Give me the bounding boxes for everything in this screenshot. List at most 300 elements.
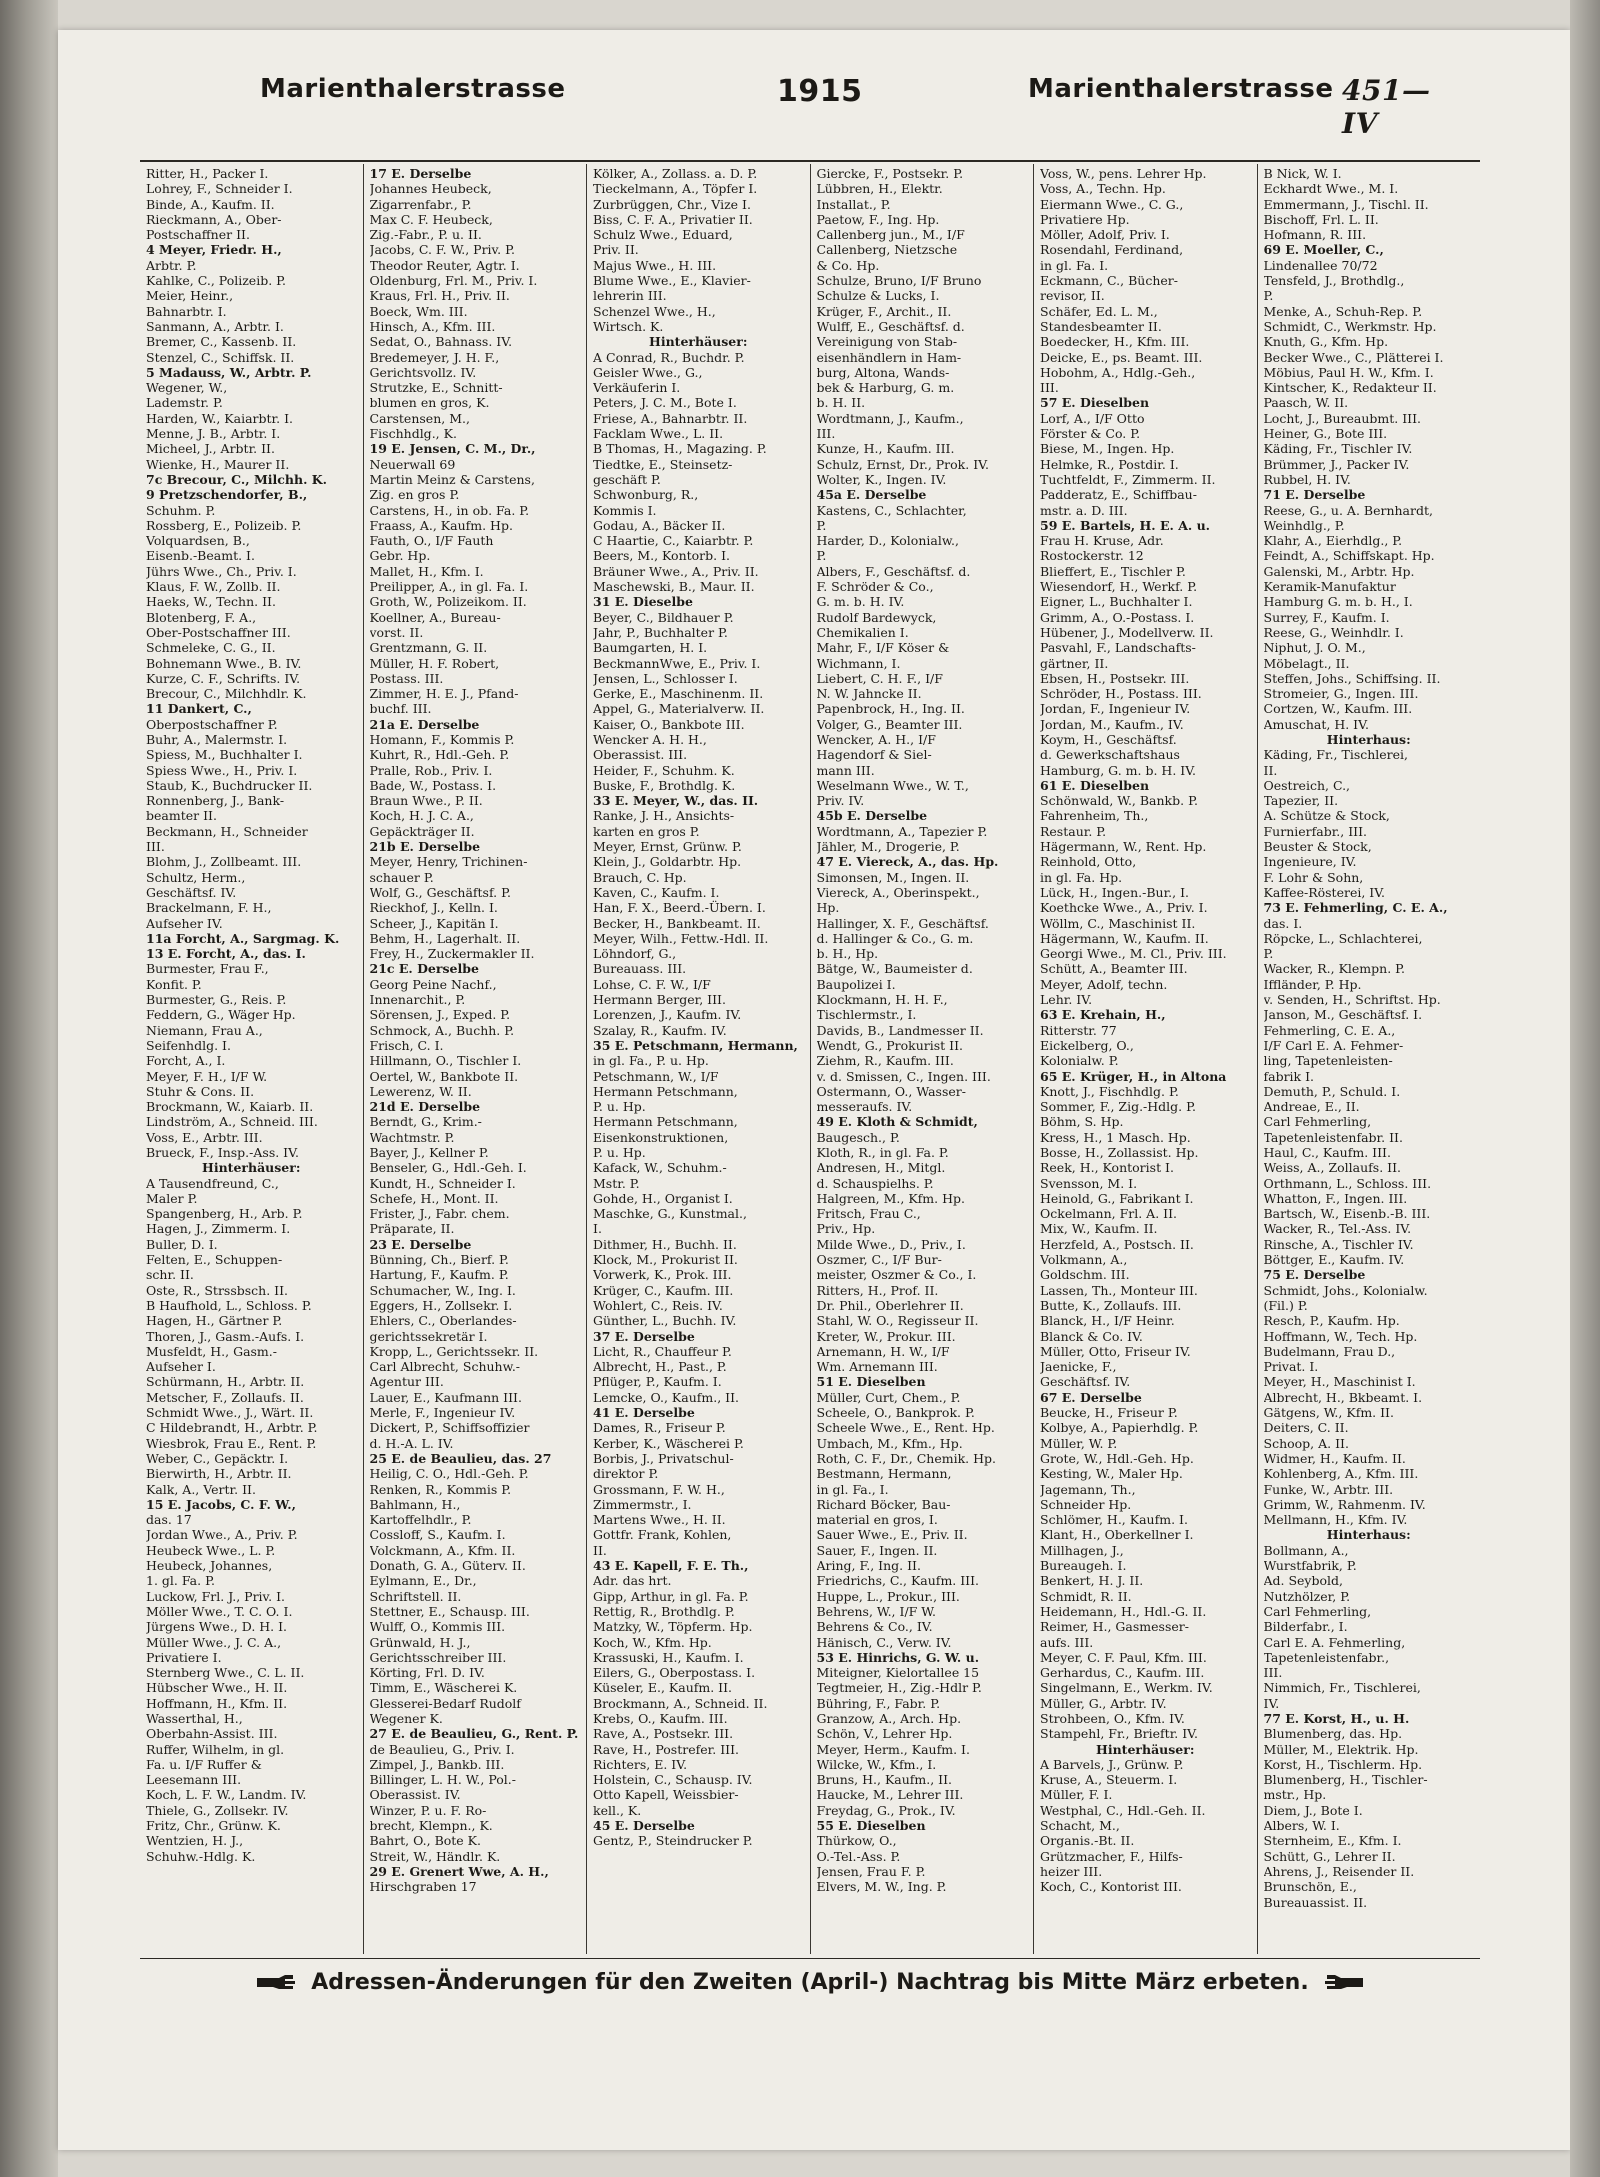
- directory-entry-line: Pralle, Rob., Priv. I.: [369, 762, 493, 778]
- directory-entry-line: 31 E. Dieselbe: [593, 594, 693, 610]
- directory-entry-line: Behm, H., Lagerhalt. II.: [369, 930, 521, 946]
- directory-entry-line: Stuhr & Cons. II.: [146, 1083, 255, 1099]
- directory-entry-line: Behrens, W., I/F W.: [816, 1603, 936, 1619]
- directory-entry-line: Postschaffner II.: [146, 227, 250, 243]
- directory-entry-line: Jensen, Frau F. P.: [816, 1863, 926, 1879]
- directory-entry-line: Hillmann, O., Tischler I.: [369, 1053, 522, 1069]
- directory-entry-line: IV.: [1263, 1695, 1280, 1711]
- directory-entry-line: Tapetenleistenfabr. II.: [1263, 1129, 1403, 1145]
- directory-entry-line: Carl Fehmerling,: [1263, 1114, 1372, 1130]
- directory-entry-line: Arnemann, H. W., I/F: [816, 1343, 950, 1359]
- directory-entry-line: Eggers, H., Zollsekr. I.: [369, 1297, 513, 1313]
- directory-entry-line: N. W. Jahncke II.: [816, 686, 922, 702]
- directory-entry-line: Liebert, C. H. F., I/F: [816, 670, 943, 686]
- directory-entry-line: Zimpel, J., Bankb. III.: [369, 1756, 505, 1772]
- directory-entry-line: Lewerenz, W. II.: [369, 1083, 472, 1099]
- directory-entry-line: Umbach, M., Kfm., Hp.: [816, 1435, 963, 1451]
- directory-entry-line: Frister, J., Fabr. chem.: [369, 1206, 510, 1222]
- directory-entry-line: Harder, D., Kolonialw.,: [816, 533, 959, 549]
- directory-entry-line: Volckmann, A., Kfm. II.: [369, 1542, 516, 1558]
- directory-entry-line: Spiess, M., Buchhalter I.: [146, 747, 303, 763]
- directory-entry-line: Grimm, A., O.-Postass. I.: [1040, 609, 1195, 625]
- directory-entry-line: I.: [593, 1221, 602, 1237]
- directory-entry-line: Beuster & Stock,: [1263, 839, 1372, 855]
- directory-entry-line: B Nick, W. I.: [1263, 166, 1342, 181]
- directory-entry-line: Sedat, O., Bahnass. IV.: [369, 334, 513, 350]
- directory-entry-line: Hermann Petschmann,: [593, 1083, 738, 1099]
- directory-entry-line: Ritterstr. 77: [1040, 1022, 1117, 1038]
- directory-entry-line: Eisenb.-Beamt. I.: [146, 548, 255, 564]
- directory-entry-line: 71 E. Derselbe: [1263, 487, 1366, 503]
- directory-entry-line: Padderatz, E., Schiffbau-: [1040, 487, 1197, 503]
- directory-entry-line: Kurze, C. F., Schrifts. IV.: [146, 670, 301, 686]
- directory-entry-line: Holstein, C., Schausp. IV.: [593, 1772, 753, 1788]
- directory-entry-line: 23 E. Derselbe: [369, 1236, 472, 1252]
- directory-entry-line: Thiele, G., Zollsekr. IV.: [146, 1802, 289, 1818]
- directory-entry-line: Rieckmann, A., Ober-: [146, 211, 282, 227]
- directory-entry-line: Schuhm. P.: [146, 502, 216, 518]
- directory-entry-line: Hagendorf & Siel-: [816, 747, 932, 763]
- directory-entry-line: Fischhdlg., K.: [369, 426, 457, 442]
- directory-entry-line: gärtner, II.: [1040, 655, 1109, 671]
- directory-entry-line: Jürgens Wwe., D. H. I.: [146, 1619, 288, 1635]
- directory-entry-line: Beucke, H., Friseur P.: [1040, 1405, 1178, 1421]
- directory-entry-line: Lorf, A., I/F Otto: [1040, 410, 1145, 426]
- directory-entry-line: gerichtssekretär I.: [369, 1328, 488, 1344]
- directory-entry-line: mstr., Hp.: [1263, 1787, 1327, 1803]
- column-2: [363, 164, 587, 1954]
- directory-entry-line: Haul, C., Kaufm. III.: [1263, 1145, 1391, 1160]
- directory-entry-line: Schmidt, Johs., Kolonialw.: [1263, 1282, 1428, 1298]
- directory-entry-line: Thürkow, O.,: [816, 1833, 897, 1849]
- directory-entry-line: Deiters, C. II.: [1263, 1420, 1349, 1436]
- directory-entry-line: 45 E. Derselbe: [593, 1818, 695, 1834]
- directory-entry-line: Wordtmann, A., Tapezier P.: [816, 823, 988, 839]
- directory-entry-line: Meyer, Wilh., Fettw.-Hdl. II.: [593, 930, 769, 946]
- directory-entry-line: Peters, J. C. M., Bote I.: [593, 395, 737, 411]
- directory-entry-line: Tiedtke, E., Steinsetz-: [593, 456, 733, 472]
- directory-entry-line: Funke, W., Arbtr. III.: [1263, 1481, 1394, 1497]
- directory-entry-line: Tieckelmann, A., Töpfer I.: [593, 181, 758, 197]
- directory-entry-line: Staub, K., Buchdrucker II.: [146, 777, 313, 793]
- directory-entry-line: Krüger, F., Archit., II.: [816, 303, 952, 319]
- directory-entry-line: Hallinger, X. F., Geschäftsf.: [816, 915, 989, 931]
- directory-entry-line: Jührs Wwe., Ch., Priv. I.: [146, 563, 297, 579]
- directory-entry-line: Felten, E., Schuppen-: [146, 1252, 283, 1268]
- directory-entry-line: Meier, Heinr.,: [146, 288, 234, 304]
- directory-entry-line: Ingenieure, IV.: [1263, 854, 1357, 870]
- directory-entry-line: Lück, H., Ingen.-Bur., I.: [1040, 884, 1189, 900]
- directory-entry-line: Andresen, H., Mitgl.: [816, 1160, 946, 1176]
- directory-entry-line: Zimmermstr., I.: [593, 1496, 692, 1512]
- directory-entry-line: Wiesendorf, H., Werkf. P.: [1040, 579, 1198, 595]
- directory-entry-line: lehrerin III.: [593, 288, 667, 304]
- directory-entry-line: P.: [1263, 946, 1274, 962]
- directory-entry-line: 21a E. Derselbe: [369, 716, 480, 732]
- directory-entry-line: Benseler, G., Hdl.-Geh. I.: [369, 1160, 527, 1176]
- directory-entry-line: Diem, J., Bote I.: [1263, 1802, 1363, 1818]
- directory-entry-line: Kress, H., 1 Masch. Hp.: [1040, 1129, 1191, 1145]
- directory-entry-line: Eylmann, E., Dr.,: [369, 1573, 477, 1589]
- directory-entry-line: Haucke, M., Lehrer III.: [816, 1787, 964, 1803]
- directory-entry-line: Koch, H. J. C. A.,: [369, 808, 474, 824]
- directory-entry-line: Jordan, M., Kaufm., IV.: [1040, 716, 1184, 732]
- directory-entry-line: Lübbren, H., Elektr.: [816, 181, 943, 197]
- directory-entry-line: karten en gros P.: [593, 823, 700, 839]
- directory-entry-line: Hamburg, G. m. b. H. IV.: [1040, 762, 1197, 778]
- directory-entry-line: Licht, R., Chauffeur P.: [593, 1343, 732, 1359]
- directory-entry-line: Schulze & Lucks, I.: [816, 288, 940, 304]
- directory-entry-line: Innenarchit., P.: [369, 992, 466, 1008]
- directory-entry-line: Stettner, E., Schausp. III.: [369, 1603, 530, 1619]
- directory-entry-line: Westphal, C., Hdl.-Geh. II.: [1040, 1802, 1206, 1818]
- directory-entry-line: P.: [1263, 288, 1274, 304]
- directory-entry-line: Schäfer, Ed. L. M.,: [1040, 303, 1158, 319]
- directory-entry-line: Burmester, G., Reis. P.: [146, 992, 287, 1008]
- directory-entry-line: Hamburg G. m. b. H., I.: [1263, 594, 1413, 610]
- directory-entry-line: Schmidt, C., Werkmstr. Hp.: [1263, 318, 1437, 334]
- directory-entry-line: Koch, L. F. W., Landm. IV.: [146, 1787, 307, 1803]
- directory-entry-line: 59 E. Bartels, H. E. A. u.: [1040, 517, 1211, 533]
- directory-entry-line: Hinterhäuser:: [649, 334, 748, 350]
- directory-entry-line: Borbis, J., Privatschul-: [593, 1450, 734, 1466]
- directory-entry-line: Tapetenleistenfabr.,: [1263, 1649, 1390, 1665]
- directory-entry-line: Kerber, K., Wäscherei P.: [593, 1435, 744, 1451]
- page-footer: [140, 1964, 1480, 2000]
- directory-entry-line: 61 E. Dieselben: [1040, 777, 1150, 793]
- directory-entry-line: Organis.-Bt. II.: [1040, 1833, 1135, 1849]
- directory-entry-line: Spiess Wwe., H., Priv. I.: [146, 762, 298, 778]
- directory-entry-line: Hagen, J., Zimmerm. I.: [146, 1221, 291, 1237]
- directory-entry-line: Albers, W. I.: [1263, 1818, 1340, 1834]
- directory-entry-line: fabrik I.: [1263, 1068, 1315, 1084]
- directory-entry-line: Blumenberg, H., Tischler-: [1263, 1772, 1428, 1788]
- directory-entry-line: Konfit. P.: [146, 976, 202, 992]
- directory-entry-line: Scheer, J., Kapitän I.: [369, 915, 499, 931]
- directory-entry-line: Neuerwall 69: [369, 456, 456, 472]
- directory-entry-line: Hoffmann, W., Tech. Hp.: [1263, 1328, 1418, 1344]
- directory-entry-line: Wichmann, I.: [816, 655, 901, 671]
- directory-entry-line: Frau H. Kruse, Adr.: [1040, 533, 1164, 549]
- directory-entry-line: Oberassist. IV.: [369, 1787, 461, 1803]
- directory-entry-line: Kaiser, O., Bankbote III.: [593, 716, 745, 732]
- directory-entry-line: Beyer, C., Bildhauer P.: [593, 609, 734, 625]
- column-6: [1257, 164, 1481, 1954]
- directory-entry-line: Kruse, A., Steuerm. I.: [1040, 1772, 1178, 1788]
- directory-entry-line: Galenski, M., Arbtr. Hp.: [1263, 563, 1415, 579]
- directory-entry-line: eisenhändlern in Ham-: [816, 349, 962, 365]
- directory-entry-line: Müller, H. F. Robert,: [369, 655, 500, 671]
- directory-entry-line: Chemikalien I.: [816, 624, 909, 640]
- directory-entry-line: Schön, V., Lehrer Hp.: [816, 1726, 953, 1742]
- directory-entry-line: in gl. Fa., P. u. Hp.: [593, 1053, 709, 1069]
- directory-entry-line: mann III.: [816, 762, 875, 778]
- directory-entry-line: Hinterhäuser:: [1096, 1741, 1195, 1757]
- directory-entry-line: Koym, H., Geschäftsf.: [1040, 731, 1177, 747]
- directory-entry-line: Wendt, G., Prokurist II.: [816, 1037, 963, 1053]
- directory-entry-line: Verkäuferin I.: [593, 380, 681, 396]
- directory-entry-line: Buller, D. I.: [146, 1236, 218, 1252]
- directory-entry-line: Musfeldt, H., Gasm.-: [146, 1343, 277, 1359]
- directory-entry-line: Luckow, Frl. J., Priv. I.: [146, 1588, 285, 1604]
- year-label: 1915: [777, 74, 863, 109]
- directory-entry-line: Müller, M., Elektrik. Hp.: [1263, 1741, 1419, 1757]
- directory-entry-line: 33 E. Meyer, W., das. II.: [593, 793, 759, 809]
- directory-entry-line: C Haartie, C., Kaiarbtr. P.: [593, 533, 754, 549]
- directory-entry-line: Volkmann, A.,: [1040, 1252, 1128, 1268]
- directory-entry-line: Hp.: [816, 900, 840, 916]
- directory-entry-line: Bosse, H., Zollassist. Hp.: [1040, 1145, 1199, 1160]
- directory-entry-line: BeckmannWwe, E., Priv. I.: [593, 655, 761, 671]
- directory-entry-line: 53 E. Hinrichs, G. W. u.: [816, 1649, 980, 1665]
- directory-entry-line: Preilipper, A., in gl. Fa. I.: [369, 579, 529, 595]
- directory-entry-line: Brauch, C. Hp.: [593, 869, 687, 885]
- directory-entry-line: Micheel, J., Arbtr. II.: [146, 441, 275, 457]
- directory-entry-line: Gipp, Arthur, in gl. Fa. P.: [593, 1588, 749, 1604]
- directory-entry-line: Jordan, F., Ingenieur IV.: [1040, 701, 1191, 717]
- directory-entry-line: Schürmann, H., Arbtr. II.: [146, 1374, 305, 1390]
- directory-entry-line: Johannes Heubeck,: [369, 181, 492, 197]
- directory-entry-line: Leesemann III.: [146, 1772, 242, 1788]
- directory-entry-line: Kaffee-Rösterei, IV.: [1263, 884, 1386, 900]
- directory-entry-line: Pflüger, P., Kaufm. I.: [593, 1374, 722, 1390]
- directory-entry-line: Tensfeld, J., Brothdlg.,: [1263, 273, 1405, 289]
- directory-entry-line: Müller, W. P.: [1040, 1435, 1118, 1451]
- directory-entry-line: Sternberg Wwe., C. L. II.: [146, 1665, 305, 1681]
- directory-entry-line: Szalay, R., Kaufm. IV.: [593, 1022, 727, 1038]
- directory-entry-line: Beckmann, H., Schneider: [146, 823, 308, 839]
- street-title-left: Marienthalerstrasse: [260, 74, 566, 104]
- directory-entry-line: Mstr. P.: [593, 1175, 640, 1191]
- directory-entry-line: Strohbeen, O., Kfm. IV.: [1040, 1710, 1185, 1726]
- directory-entry-line: Ostermann, O., Wasser-: [816, 1083, 966, 1099]
- directory-entry-line: Hinterhäuser:: [202, 1160, 301, 1176]
- directory-entry-line: das. 17: [146, 1512, 192, 1528]
- directory-entry-line: mstr. a. D. III.: [1040, 502, 1128, 518]
- header-rule: [140, 160, 1480, 162]
- directory-entry-line: Dithmer, H., Buchh. II.: [593, 1236, 737, 1252]
- directory-entry-line: Böhm, S. Hp.: [1040, 1114, 1124, 1130]
- directory-entry-line: Lauer, E., Kaufmann III.: [369, 1389, 522, 1405]
- directory-entry-line: Kolonialw. P.: [1040, 1053, 1119, 1069]
- directory-entry-line: material en gros, I.: [816, 1512, 938, 1528]
- directory-entry-line: Präparate, II.: [369, 1221, 455, 1237]
- directory-entry-line: Heinold, G., Fabrikant I.: [1040, 1190, 1194, 1206]
- directory-entry-line: Kaven, C., Kaufm. I.: [593, 884, 720, 900]
- directory-entry-line: kell., K.: [593, 1802, 642, 1818]
- directory-entry-line: Ehlers, C., Oberlandes-: [369, 1313, 517, 1329]
- directory-entry-line: Müller Wwe., J. C. A.,: [146, 1634, 282, 1650]
- directory-entry-line: Friese, A., Bahnarbtr. II.: [593, 410, 748, 426]
- directory-entry-line: Paasch, W. II.: [1263, 395, 1349, 411]
- directory-entry-line: Käding, Fr., Tischlerei,: [1263, 747, 1409, 763]
- directory-entry-line: meister, Oszmer & Co., I.: [816, 1267, 977, 1283]
- directory-entry-line: Kloth, R., in gl. Fa. P.: [816, 1145, 949, 1160]
- directory-entry-line: Sauer Wwe., E., Priv. II.: [816, 1527, 968, 1543]
- directory-entry-line: Wiesbrok, Frau E., Rent. P.: [146, 1435, 317, 1451]
- directory-entry-line: G. m. b. H. IV.: [816, 594, 905, 610]
- directory-entry-line: Menke, A., Schuh-Rep. P.: [1263, 303, 1423, 319]
- directory-entry-line: Heubeck, Johannes,: [146, 1558, 273, 1574]
- directory-entry-line: revisor, II.: [1040, 288, 1105, 304]
- directory-entry-line: Wegener, W.,: [146, 380, 228, 396]
- directory-entry-line: Demuth, P., Schuld. I.: [1263, 1083, 1401, 1099]
- directory-entry-line: Heider, F., Schuhm. K.: [593, 762, 735, 778]
- directory-entry-line: Bischoff, Frl. L. II.: [1263, 211, 1379, 227]
- directory-entry-line: v. d. Smissen, C., Ingen. III.: [816, 1068, 991, 1084]
- directory-entry-line: Ritters, H., Prof. II.: [816, 1282, 939, 1298]
- directory-entry-line: Lindström, A., Schneid. III.: [146, 1114, 318, 1130]
- directory-entry-line: Schriftstell. II.: [369, 1588, 462, 1604]
- directory-entry-line: Reek, H., Kontorist I.: [1040, 1160, 1174, 1176]
- directory-entry-line: A Conrad, R., Buchdr. P.: [593, 349, 745, 365]
- directory-entry-line: Gepäckträger II.: [369, 823, 475, 839]
- directory-entry-line: Käding, Fr., Tischler IV.: [1263, 441, 1413, 457]
- directory-entry-line: 49 E. Kloth & Schmidt,: [816, 1114, 978, 1130]
- directory-entry-line: Schefe, H., Mont. II.: [369, 1190, 499, 1206]
- directory-entry-line: Wohlert, C., Reis. IV.: [593, 1297, 723, 1313]
- directory-entry-line: Richard Böcker, Bau-: [816, 1496, 951, 1512]
- column-5: [1033, 164, 1257, 1954]
- directory-entry-line: Budelmann, Frau D.,: [1263, 1343, 1396, 1359]
- directory-entry-line: Wacker, R., Klempn. P.: [1263, 961, 1406, 977]
- directory-entry-line: B Thomas, H., Magazing. P.: [593, 441, 767, 457]
- directory-entry-line: schauer P.: [369, 869, 434, 885]
- directory-entry-line: Wencker A. H. H.,: [593, 731, 707, 747]
- directory-entry-line: Eisenkonstruktionen,: [593, 1129, 729, 1145]
- directory-entry-line: Bünning, Ch., Bierf. P.: [369, 1252, 509, 1268]
- directory-entry-line: Klock, M., Prokurist II.: [593, 1252, 738, 1268]
- directory-entry-line: Sanmann, A., Arbtr. I.: [146, 318, 284, 334]
- directory-entry-line: Groth, W., Polizeikom. II.: [369, 594, 527, 610]
- directory-entry-line: Müller, G., Arbtr. IV.: [1040, 1695, 1167, 1711]
- directory-entry-line: Klein, J., Goldarbtr. Hp.: [593, 854, 742, 870]
- directory-entry-line: Majus Wwe., H. III.: [593, 257, 717, 273]
- directory-entry-line: Weber, C., Gepäcktr. I.: [146, 1450, 289, 1466]
- directory-entry-line: Meyer, Henry, Trichinen-: [369, 854, 528, 870]
- directory-entry-line: Sauer, F., Ingen. II.: [816, 1542, 938, 1558]
- directory-entry-line: Elvers, M. W., Ing. P.: [816, 1879, 947, 1895]
- directory-entry-line: Kalk, A., Vertr. II.: [146, 1481, 256, 1497]
- directory-entry-line: Whatton, F., Ingen. III.: [1263, 1190, 1408, 1206]
- directory-entry-line: Widmer, H., Kaufm. II.: [1263, 1450, 1406, 1466]
- directory-entry-line: Rudolf Bardewyck,: [816, 609, 937, 625]
- directory-entry-line: Martin Meinz & Carstens,: [369, 471, 535, 487]
- directory-entry-line: Bahrt, O., Bote K.: [369, 1833, 481, 1849]
- directory-entry-line: Lorenzen, J., Kaufm. IV.: [593, 1007, 742, 1023]
- directory-entry-line: Matzky, W., Töpferm. Hp.: [593, 1619, 753, 1635]
- directory-entry-line: Georg Peine Nachf.,: [369, 976, 497, 992]
- directory-entry-line: Brockmann, A., Schneid. II.: [593, 1695, 768, 1711]
- directory-entry-line: Theodor Reuter, Agtr. I.: [369, 257, 520, 273]
- directory-entry-line: Gohde, H., Organist I.: [593, 1190, 733, 1206]
- directory-entry-line: Priv. II.: [593, 242, 639, 258]
- directory-entry-line: 63 E. Krehain, H.,: [1040, 1007, 1166, 1023]
- directory-entry-line: 73 E. Fehmerling, C. E. A.,: [1263, 900, 1448, 916]
- directory-entry-line: Förster & Co. P.: [1040, 426, 1141, 442]
- directory-entry-line: Bätge, W., Baumeister d.: [816, 961, 973, 977]
- directory-entry-line: Schwonburg, R.,: [593, 487, 699, 503]
- directory-entry-line: Glesserei-Bedarf Rudolf: [369, 1695, 521, 1711]
- directory-entry-line: Dames, R., Friseur P.: [593, 1420, 726, 1436]
- directory-entry-line: Weiss, A., Zollaufs. II.: [1263, 1160, 1401, 1176]
- directory-entry-line: Paetow, F., Ing. Hp.: [816, 211, 940, 227]
- directory-entry-line: Oestreich, C.,: [1263, 777, 1351, 793]
- directory-entry-line: Davids, B., Landmesser II.: [816, 1022, 984, 1038]
- directory-entry-line: Bartsch, W., Eisenb.-B. III.: [1263, 1206, 1431, 1222]
- directory-entry-line: Schacht, M.,: [1040, 1818, 1120, 1834]
- directory-entry-line: Aufseher I.: [146, 1359, 216, 1375]
- directory-entry-line: Bredemeyer, J. H. F.,: [369, 349, 500, 365]
- directory-entry-line: Standesbeamter II.: [1040, 318, 1162, 334]
- directory-entry-line: Agentur III.: [369, 1374, 444, 1390]
- directory-entry-line: d. H.-A. L. IV.: [369, 1435, 454, 1451]
- directory-entry-line: Wolter, K., Ingen. IV.: [816, 471, 947, 487]
- directory-entry-line: Schoop, A. II.: [1263, 1435, 1349, 1451]
- directory-entry-line: 45b E. Derselbe: [816, 808, 928, 824]
- directory-entry-line: Fraass, A., Kaufm. Hp.: [369, 517, 513, 533]
- directory-entry-line: Max C. F. Heubeck,: [369, 211, 493, 227]
- directory-entry-line: Blumenberg, das. Hp.: [1263, 1726, 1403, 1742]
- directory-entry-line: Harden, W., Kaiarbtr. I.: [146, 410, 294, 426]
- directory-entry-line: Oste, R., Strssbsch. II.: [146, 1282, 289, 1298]
- directory-entry-line: Zig. en gros P.: [369, 487, 460, 503]
- directory-entry-line: Janson, M., Geschäftsf. I.: [1263, 1007, 1423, 1023]
- directory-entry-line: Jahr, P., Buchhalter P.: [593, 624, 728, 640]
- directory-entry-line: Sternheim, E., Kfm. I.: [1263, 1833, 1402, 1849]
- directory-entry-line: Privatiere Hp.: [1040, 211, 1130, 227]
- directory-entry-line: Röpcke, L., Schlachterei,: [1263, 930, 1423, 946]
- directory-entry-line: Nimmich, Fr., Tischlerei,: [1263, 1680, 1421, 1696]
- directory-entry-line: Eiermann Wwe., C. G.,: [1040, 196, 1184, 212]
- directory-entry-line: Bureaugeh. I.: [1040, 1558, 1127, 1574]
- directory-entry-line: Feddern, G., Wäger Hp.: [146, 1007, 296, 1023]
- directory-entry-line: Wurstfabrik, P.: [1263, 1558, 1357, 1574]
- directory-entry-line: Blume Wwe., E., Klavier-: [593, 273, 751, 289]
- directory-entry-line: beamter II.: [146, 808, 217, 824]
- directory-entry-line: Gerhardus, C., Kaufm. III.: [1040, 1665, 1205, 1681]
- directory-entry-line: Surrey, F., Kaufm. I.: [1263, 609, 1390, 625]
- directory-entry-line: Oberassist. III.: [593, 747, 688, 763]
- directory-entry-line: Oldenburg, Frl. M., Priv. I.: [369, 273, 538, 289]
- directory-entry-line: 55 E. Dieselben: [816, 1818, 926, 1834]
- directory-entry-line: Kolbye, A., Papierhdlg. P.: [1040, 1420, 1199, 1436]
- column-1: [140, 164, 363, 1954]
- directory-entry-line: Han, F. X., Beerd.-Übern. I.: [593, 900, 766, 916]
- directory-entry-line: Dickert, P., Schiffsoffizier: [369, 1420, 530, 1436]
- directory-entry-line: Wm. Arnemann III.: [816, 1359, 938, 1375]
- directory-entry-line: Benkert, H. J. II.: [1040, 1573, 1144, 1589]
- directory-entry-line: Thoren, J., Gasm.-Aufs. I.: [146, 1328, 305, 1344]
- directory-entry-line: 45a E. Derselbe: [816, 487, 927, 503]
- directory-entry-line: Lehr. IV.: [1040, 992, 1093, 1008]
- directory-entry-line: v. Senden, H., Schriftst. Hp.: [1263, 992, 1441, 1008]
- directory-entry-line: de Beaulieu, G., Priv. I.: [369, 1741, 515, 1757]
- directory-entry-line: 27 E. de Beaulieu, G., Rent. P.: [369, 1726, 579, 1742]
- directory-entry-line: Millhagen, J.,: [1040, 1542, 1124, 1558]
- directory-entry-line: Feindt, A., Schiffskapt. Hp.: [1263, 548, 1435, 564]
- directory-entry-line: Helmke, R., Postdir. I.: [1040, 456, 1179, 472]
- directory-entry-line: b. H., Hp.: [816, 946, 879, 962]
- directory-entry-line: Beers, M., Kontorb. I.: [593, 548, 730, 564]
- directory-entry-line: Boeck, Wm. III.: [369, 303, 468, 319]
- directory-entry-line: Hübscher Wwe., H. II.: [146, 1680, 288, 1696]
- directory-entry-line: brecht, Klempn., K.: [369, 1818, 493, 1834]
- directory-entry-line: Voss, A., Techn. Hp.: [1040, 181, 1166, 197]
- directory-entry-line: Kropp, L., Gerichtssekr. II.: [369, 1343, 539, 1359]
- directory-entry-line: 75 E. Derselbe: [1263, 1267, 1366, 1283]
- directory-entry-line: Becker Wwe., C., Plätterei I.: [1263, 349, 1444, 365]
